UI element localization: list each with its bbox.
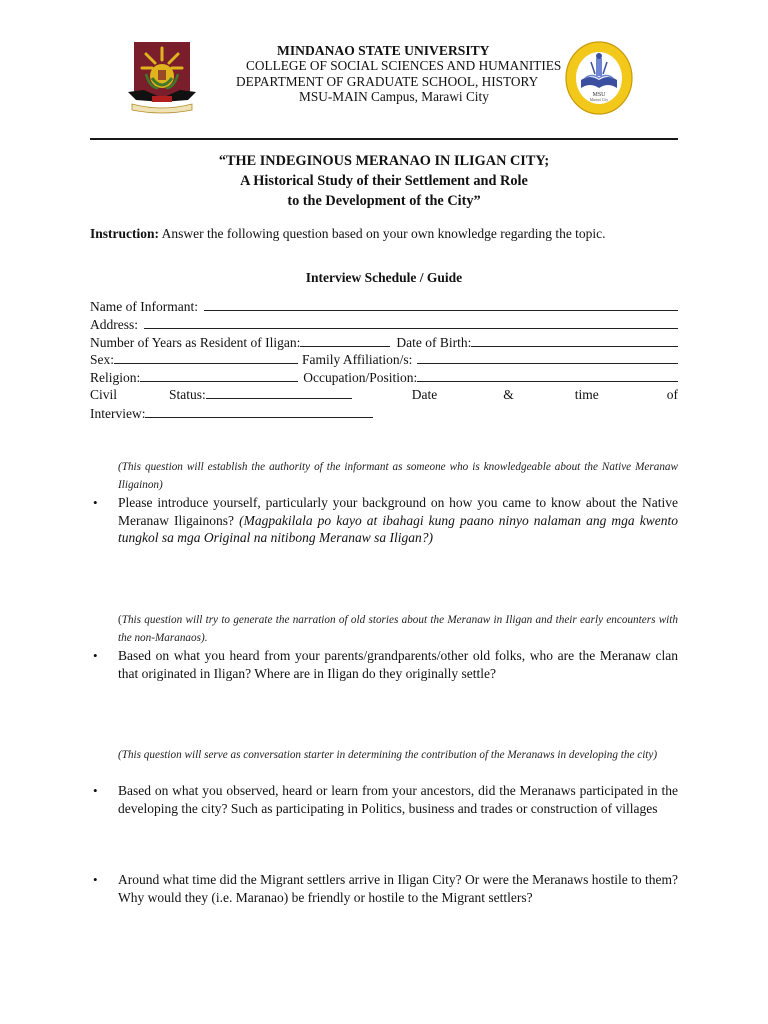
occupation-field[interactable] — [417, 369, 678, 382]
name-field[interactable] — [204, 298, 678, 311]
college-name: COLLEGE OF SOCIAL SCIENCES AND HUMANITIES — [246, 58, 562, 73]
form-row-religion-occupation — [90, 369, 678, 387]
civil-label: Civil — [90, 387, 118, 402]
document-title-line-2: A Historical Study of their Settlement and Role — [240, 173, 528, 189]
years-resident-field[interactable] — [300, 334, 390, 347]
bullet-icon: • — [93, 648, 98, 663]
family-affiliation-label: Family Affiliation/s: — [302, 352, 413, 367]
question-1 — [118, 494, 678, 547]
address-field[interactable] — [144, 316, 678, 329]
bullet-icon: • — [93, 495, 98, 510]
interview-datetime-field[interactable] — [145, 405, 373, 418]
university-seal-icon — [128, 40, 196, 116]
header-divider — [90, 138, 678, 140]
instruction-text: Answer the following question based on your own knowledge regarding the topic. — [159, 226, 606, 241]
svg-text:Marawi City: Marawi City — [589, 98, 609, 102]
question-3: Based on what you observed, heard or learn from your ancestors, did the Meranaws participated in the developing the city? Such as participating in Politics, business and trades or construction of villages — [118, 783, 678, 816]
form-row-years-dob — [90, 334, 678, 352]
years-resident-label: Number of Years as Resident of Iligan: — [90, 335, 301, 350]
instruction-line — [90, 226, 606, 242]
religion-field[interactable] — [140, 369, 298, 382]
family-affiliation-field[interactable] — [417, 351, 678, 364]
occupation-label: Occupation/Position: — [303, 370, 418, 385]
question-1-translation: (Magpakilala po kayo at ibahagi kung paano ninyo nalaman ang mga kwento tungkol sa mga Original na nitibong Meranaw sa Iligan?) — [118, 512, 678, 546]
interview-guide-heading: Interview Schedule / Guide — [305, 270, 463, 285]
svg-text:MSU: MSU — [592, 92, 606, 98]
department-seal-icon — [565, 40, 633, 116]
form-row-civil-status-date — [90, 386, 678, 404]
document-title-line-1: “THE INDEGINOUS MERANAO IN ILIGAN CITY; — [218, 153, 550, 169]
form-row-address — [90, 316, 678, 334]
question-1-text: Please introduce yourself, particularly your background on how you came to know about the Native Meranaw Iligainons? — [118, 495, 678, 528]
ampersand-word: & — [503, 387, 514, 402]
question-1-note: (This question will establish the authority of the informant as someone who is knowledgeable about the Native Meranaw Iligainon) — [118, 461, 678, 491]
civil-status-field[interactable] — [206, 386, 352, 399]
address-label: Address: — [90, 317, 138, 332]
question-2-note: (This question will try to generate the narration of old stories about the Meranaw in Iligan and their early encounters with the non-Maranaos). — [118, 614, 678, 644]
graduate-department-seal-logo — [565, 40, 633, 116]
question-2: Based on what you heard from your parents/grandparents/other old folks, who are the Meranaw clan that originated in Iligan? Where are in Iligan do they originally settle? — [118, 648, 678, 681]
instruction-label: Instruction: — [90, 226, 160, 241]
time-word: time — [574, 387, 599, 402]
university-name: MINDANAO STATE UNIVERSITY — [277, 43, 490, 58]
interview-label: Interview: — [90, 406, 146, 421]
date-word: Date — [411, 387, 438, 402]
bullet-icon: • — [93, 872, 98, 887]
bullet-icon: • — [93, 783, 98, 798]
campus-location: MSU-MAIN Campus, Marawi City — [299, 89, 489, 104]
form-row-sex-family — [90, 351, 678, 369]
form-row-interview-datetime — [90, 405, 678, 423]
name-label: Name of Informant: — [90, 299, 198, 314]
date-of-birth-label: Date of Birth: — [396, 335, 472, 350]
sex-field[interactable] — [114, 351, 298, 364]
status-label: Status: — [169, 387, 206, 402]
university-seal-logo — [128, 40, 196, 116]
religion-label: Religion: — [90, 370, 141, 385]
document-title-line-3: to the Development of the City” — [287, 193, 481, 209]
date-of-birth-field[interactable] — [471, 334, 678, 347]
form-row-name — [90, 298, 678, 316]
question-3-note: (This question will serve as conversation starter in determining the contribution of the Meranaws in developing the city) — [118, 749, 658, 761]
question-4: Around what time did the Migrant settlers arrive in Iligan City? Or were the Meranaws hostile to them? Why would they (i.e. Maranao) be friendly or hostile to the Migrant settlers? — [118, 872, 678, 905]
sex-label: Sex: — [90, 352, 115, 367]
of-word: of — [666, 387, 678, 402]
department-name: DEPARTMENT OF GRADUATE SCHOOL, HISTORY — [236, 74, 539, 89]
